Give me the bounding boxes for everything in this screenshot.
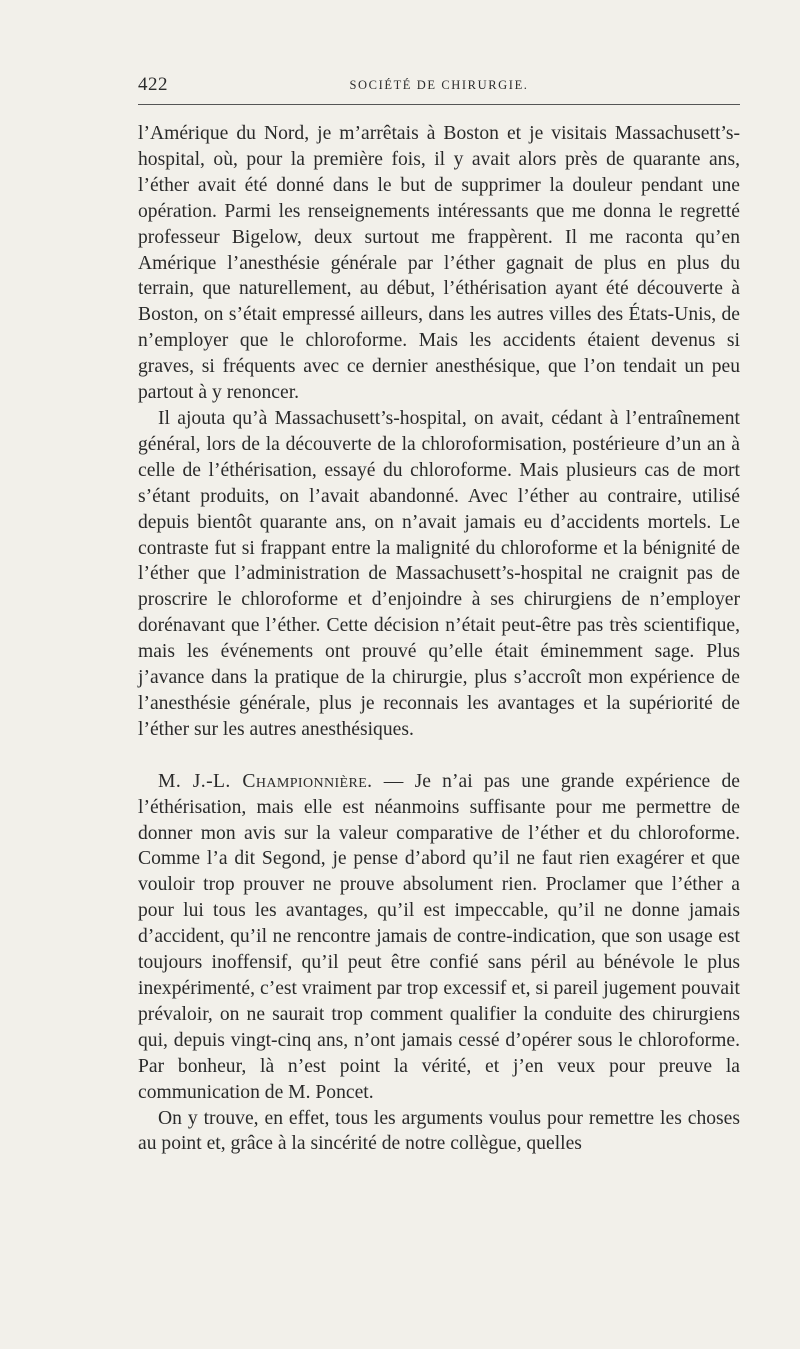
page-number: 422 — [138, 74, 168, 95]
speaker-text: — Je n’ai pas une grande expérience de l’éthérisation, mais elle est néanmoins suffisante pour me permettre de donner mon avis sur la valeur comparative de l’éther et du chloroforme. Comme l’a dit Segond, je pense d’abord qu’il ne faut rien exagérer et que vouloir trop prouver ne prouve absolument rien. Proclamer que l’éther a pour lui tous les avantages, qu’il est impeccable, qu’il ne donne jamais d’accident, qu’il ne rencontre jamais de contre-indication, que son usage est toujours inoffensif, qu’il peut être confié sans péril au bénévole le plus inexpérimenté, c’est vraiment par trop excessif et, si pareil jugement pouvait prévaloir, on ne saurait trop comment qualifier la conduite des chirurgiens qui, depuis vingt-cinq ans, n’ont jamais cessé d’opérer sous le chloroforme. Par bonheur, là n’est point la vérité, et j’en veux pour preuve la communication de M. Poncet. — [138, 770, 740, 1103]
body-text — [138, 121, 740, 1157]
speaker-name: M. J.-L. Championnière. — [158, 770, 373, 792]
speaker-paragraph — [138, 769, 740, 1106]
paragraph: Il ajouta qu’à Massachusett’s-hospital, on avait, cédant à l’entraînement général, lors de la découverte de la chloroformisation, postérieure d’un an à celle de l’éthérisation, essayé du chloroforme. Mais plusieurs cas de mort s’étant produits, on l’avait abandonné. Avec l’éther au contraire, utilisé depuis bientôt quarante ans, on n’avait jamais eu d’accidents mortels. Le contraste fut si frappant entre la malignité du chloroforme et la bénignité de l’éther que l’administration de Massachusett’s-hospital ne craignit pas de proscrire le chloroforme et d’enjoindre à ses chirurgiens de n’employer dorénavant que l’éther. Cette décision n’était peut-être pas très scientifique, mais les événements ont prouvé qu’elle était éminemment sage. Plus j’avance dans la pratique de la chirurgie, plus s’accroît mon expérience de l’anesthésie générale, plus je reconnais les avantages et la supériorité de l’éther sur les autres anesthésiques. — [138, 407, 740, 740]
header-rule — [138, 104, 740, 105]
paragraph-continuation: l’Amérique du Nord, je m’arrêtais à Boston et je visitais Massachusett’s-hospital, où, pour la première fois, il y avait alors près de quarante ans, l’éther avait été donné dans le but de supprimer la douleur pendant une opération. Parmi les renseignements intéressants que me donna le regretté professeur Bigelow, deux surtout me frappèrent. Il me raconta qu’en Amérique l’anesthésie générale par l’éther gagnait de plus en plus du terrain, que naturellement, au début, l’éthérisation ayant été découverte à Boston, on s’était empressé ailleurs, dans les autres villes des États-Unis, de n’employer que le chloroforme. Mais les accidents étaient devenus si graves, si fréquents avec ce dernier anesthésique, que l’on tendait un peu partout à y renoncer. — [138, 123, 740, 404]
running-header — [138, 74, 740, 98]
paragraph: On y trouve, en effet, tous les arguments voulus pour remettre les choses au point et, grâce à la sincérité de notre collègue, quelles — [138, 1107, 740, 1155]
running-title: SOCIÉTÉ DE CHIRURGIE. — [349, 78, 529, 92]
